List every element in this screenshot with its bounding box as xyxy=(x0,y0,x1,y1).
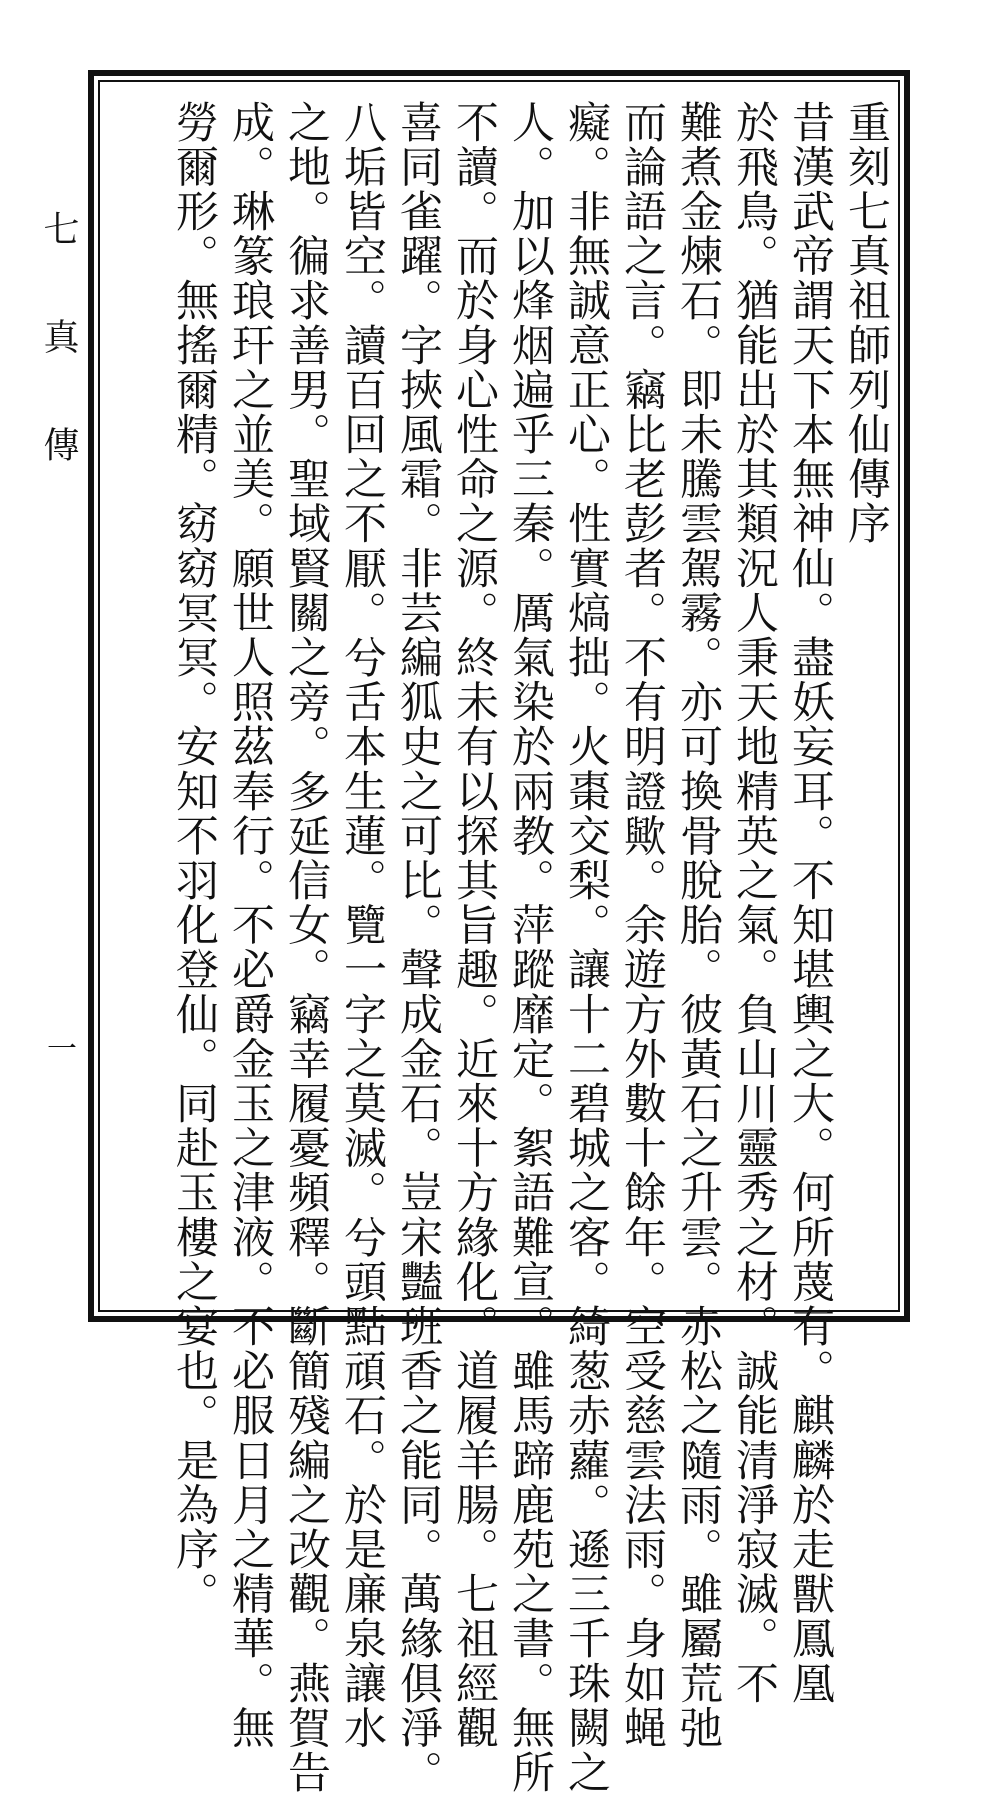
text-column-1: 昔漢武帝謂天下本無神仙。盡妖妄耳。不知堪輿之大。何所蔑有。麒麟於走獸鳳凰 xyxy=(785,100,835,1706)
text-column-9: 八垢皆空。讀百回之不厭。兮舌本生蓮。覽一字之莫滅。兮頭點頑石。於是廉泉讓水 xyxy=(337,100,387,1751)
text-column-12: 勞爾形。無搖爾精。窈窈冥冥。安知不羽化登仙。同赴玉樓之宴也。是為序。 xyxy=(169,100,219,1617)
text-column-5: 癡。非無誠意正心。性實熇拙。火棗交梨。讓十二碧城之客。綺葱赤蘿。遜三千珠闕之 xyxy=(561,100,611,1795)
margin-page-number: 一 xyxy=(47,1032,77,1067)
text-column-7: 不讀。而於身心性命之源。終未有以探其旨趣。近來十方緣化。道履羊腸。七祖經觀 xyxy=(449,100,499,1751)
preface-title: 重刻七真祖師列仙傳序 xyxy=(841,100,891,546)
text-column-8: 喜同雀躍。字挾風霜。非芸編狐史之可比。聲成金石。豈宋豔班香之能同。萬緣俱淨。 xyxy=(393,100,443,1795)
text-column-11: 成。琳篆琅玕之並美。願世人照茲奉行。不必爵金玉之津液。不必服日月之精華。無 xyxy=(225,100,275,1751)
text-column-3: 難煮金煉石。即未騰雲駕霧。亦可換骨脫胎。彼黃石之升雲。赤松之隨雨。雖屬荒弛 xyxy=(673,100,723,1751)
text-column-10: 之地。徧求善男。聖域賢關之旁。多延信女。竊幸履憂頻釋。斷簡殘編之改觀。燕賀告 xyxy=(281,100,331,1795)
text-column-4: 而論語之言。竊比老彭者。不有明證歟。余遊方外數十餘年。空受慈雲法雨。身如蝇 xyxy=(617,100,667,1751)
text-column-2: 於飛鳥。猶能出於其類況人秉天地精英之氣。負山川靈秀之材。誠能清淨寂滅。不 xyxy=(729,100,779,1706)
margin-book-title: 七真傳 xyxy=(38,210,79,534)
text-column-6: 人。加以烽烟遍乎三秦。厲氣染於兩教。萍蹤靡定。絮語難宣。雖馬蹄鹿苑之書。無所 xyxy=(505,100,555,1795)
